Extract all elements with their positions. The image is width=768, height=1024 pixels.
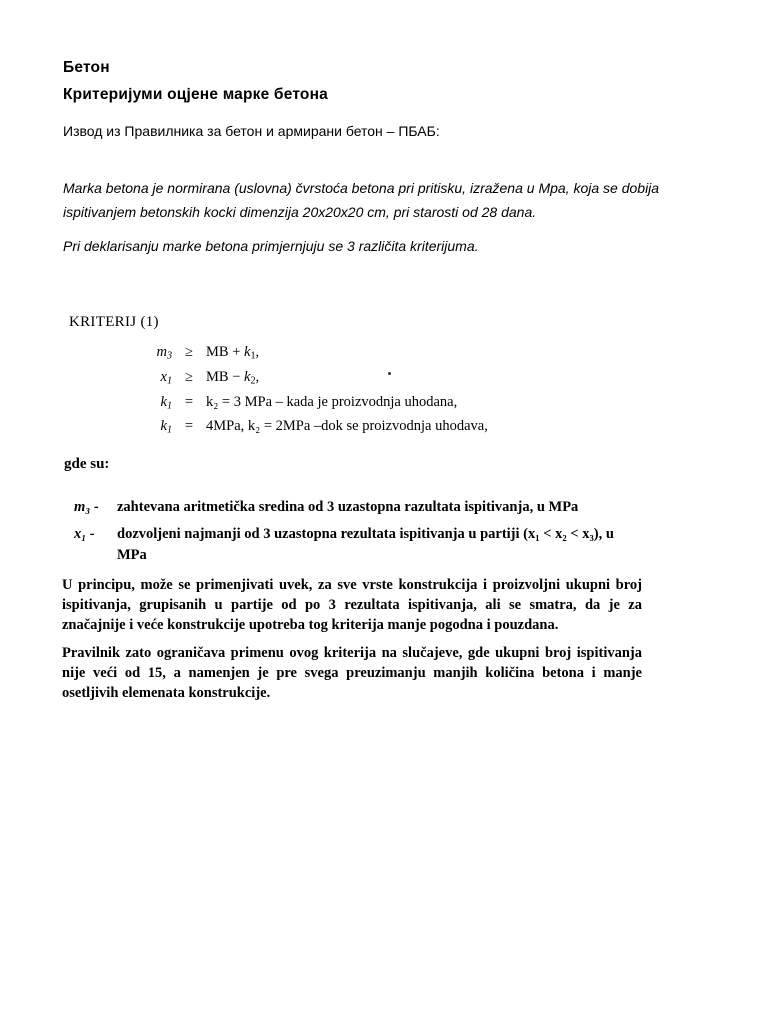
page-subtitle: Критеријуми оцјене марке бетона — [63, 86, 328, 103]
usage-paragraph: U principu, može se primenjivati uvek, za sve vrste konstrukcija i proizvoljni ukupni broj ispitivanja, grupisanih u partije od po 3 rezultata ispitivanja, ali se smatra, da je za značajnije i veće konstrukcije upotreba tog kriterija manje pogodna i pouzdana. — [62, 577, 642, 633]
scan-speck — [388, 372, 391, 375]
equation-relation: = — [184, 394, 194, 410]
equation-relation: = — [184, 418, 194, 434]
page-title: Бетон — [63, 59, 110, 76]
scanned-excerpt — [62, 300, 662, 720]
limitation-paragraph: Pravilnik zato ograničava primenu ovog kriterija na slučajeve, gde ukupni broj ispitivanja nije veći od 15, a namenjen je pre svega preuzimanju manjih količina betona i manje osetljivih elemenata konstrukcije. — [62, 645, 642, 701]
definition-text: dozvoljeni najmanji od 3 uzastopna rezultata ispitivanja u partiji (x₁ < x₂ < x₃), u MPa — [117, 526, 614, 563]
equation-rhs: MB − $k_2$, — [206, 369, 260, 387]
where-label: gde su: — [64, 456, 110, 472]
equation-relation: ≥ — [185, 369, 193, 385]
equation-rhs: MB + $k_1$, — [206, 344, 260, 362]
definition-paragraph: Marka betona je normirana (uslovna) čvrstoća betona pri pritisku, izražena u Mpa, koja se dobija ispitivanjem betonskih kocki dimenzija 20x20x20 cm, pri starosti od 28 dana. — [63, 180, 660, 220]
criterion-title: KRITERIJ (1) — [69, 314, 159, 330]
equation-rhs: k₂ = 3 MPa – kada je proizvodnja uhodana, — [206, 394, 458, 410]
criteria-count-paragraph: Pri deklarisanju marke betona primjernjuju se 3 različita kriterijuma. — [63, 238, 479, 254]
equation-rhs: 4MPa, k₂ = 2MPa –dok se proizvodnja uhodava, — [206, 418, 488, 434]
definition-text: zahtevana aritmetička sredina od 3 uzastopna razultata ispitivanja, u MPa — [117, 499, 579, 515]
intro-line: Извод из Правилника за бетон и армирани бетон – ПБАБ: — [63, 123, 440, 139]
equation-lhs: $k_1$ — [160, 394, 172, 412]
equation-lhs: $x_1$ — [160, 369, 172, 387]
equation-lhs: $k_1$ — [160, 418, 172, 436]
definition-symbol: m₃ - — [74, 499, 99, 515]
equation-lhs: $m_3$ — [156, 344, 172, 362]
equation-relation: ≥ — [185, 344, 193, 360]
definition-symbol: x₁ - — [74, 526, 95, 542]
